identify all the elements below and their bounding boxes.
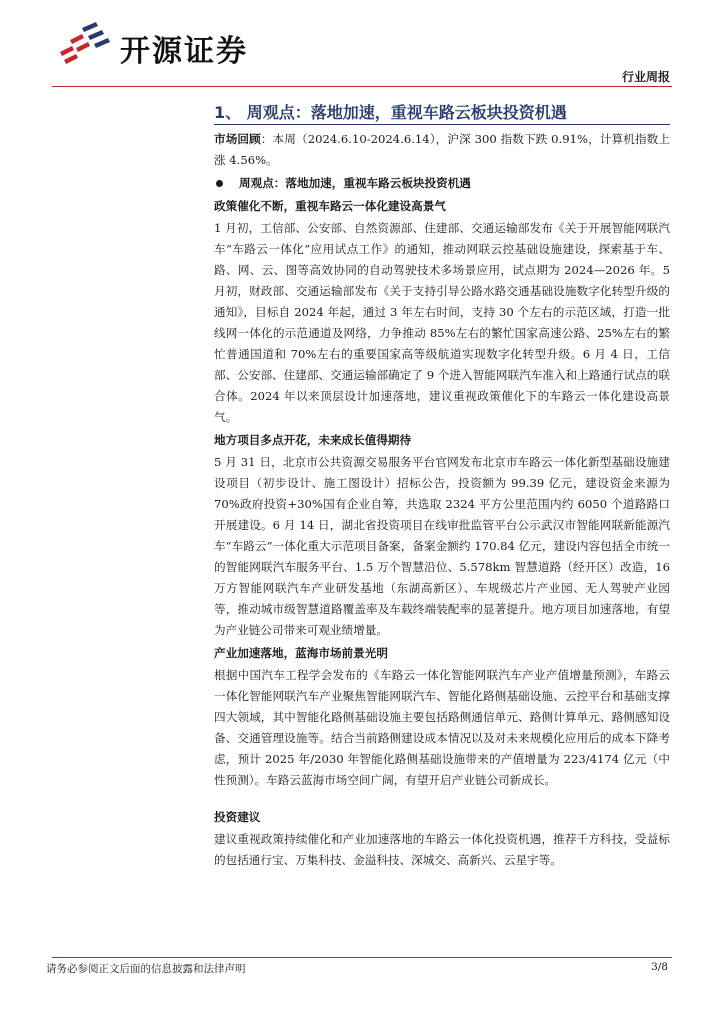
subheading-industry: 产业加速落地，蓝海市场前景光明	[214, 646, 388, 660]
logo-mark-icon	[56, 22, 114, 66]
subheading-investment-advice: 投资建议	[214, 810, 261, 824]
header-divider	[52, 86, 672, 87]
page-header	[0, 0, 724, 95]
market-review-paragraph	[214, 129, 670, 171]
paragraph-industry: 根据中国汽车工程学会发布的《车路云一体化智能网联汽车产业产值增量预测》，车路云一体化智能网联汽车产业聚焦智能网联汽车、智能化路侧基础设施、云控平台和基础支撑四大领域，其中智能化路侧基础设施主要包括路侧通信单元、路侧计算单元、路侧感知设备、交通管理设施等。结合当前路侧建设成本情况以及对未来规模化应用后的成本下降考虑，预计 2025 年/2030 年智能化路侧基础设施带来的产值增量为 223/4174 亿元（中性预测）。车路云蓝海市场空间广阔，有望开启产业链公司新成长。	[214, 668, 670, 787]
company-logo	[56, 22, 286, 69]
report-type-label: 行业周报	[621, 70, 670, 84]
subheading-local-projects: 地方项目多点开花，未来成长值得期待	[214, 433, 412, 447]
market-review-label: 市场回顾	[214, 132, 261, 146]
subheading-policy: 政策催化不断，重视车路云一体化建设高景气	[214, 199, 446, 213]
logo-text: 开源证券	[120, 34, 248, 69]
footer-divider	[52, 957, 672, 958]
paragraph-local-projects: 5 月 31 日，北京市公共资源交易服务平台官网发布北京市车路云一体化新型基础设施建设项目（初步设计、施工图设计）招标公告，投资额为 99.39 亿元，建设资金来源为 70%政府投资+30%国有企业自筹，共选取 2324 平方公里范围内约 6050 个道路路口开展建设。6 月 14 日，湖北省投资项目在线审批监管平台公示武汉市智能网联新能源汽车“车路云”一体化重大示范项目备案，备案金额约 170.84 亿元，建设内容包括全市统一的智能网联汽车服务平台、1.5 万个智慧沿位、5.578km 智慧道路（经开区）改造，16 万方智能网联汽车产业研发基地（东湖高新区）、车规级芯片产业园、无人驾驶产业园等，推动城市级智慧道路覆盖率及车载终端装配率的显著提升。地方项目加速落地，有望为产业链公司带来可观业绩增量。	[214, 455, 670, 637]
bullet-text: 周观点：落地加速，重视车路云板块投资机遇	[239, 176, 471, 190]
paragraph-investment-advice: 建议重视政策持续催化和产业加速落地的车路云一体化投资机遇，推荐千方科技，受益标的包括通行宝、万集科技、金溢科技、深城交、高新兴、云星宇等。	[214, 832, 670, 867]
title-divider	[214, 124, 670, 125]
page-number: 3/8	[651, 961, 668, 973]
bullet-dot-icon	[216, 180, 223, 187]
market-review-text: ：本周（2024.6.10-2024.6.14），沪深 300 指数下跌 0.91%，计算机指数上涨 4.56%。	[214, 132, 670, 167]
weekly-view-bullet	[214, 172, 670, 195]
footer-disclaimer: 请务必参阅正文后面的信息披露和法律声明	[46, 963, 246, 975]
section-title: 1、 周观点：落地加速，重视车路云板块投资机遇	[214, 103, 567, 122]
report-body	[214, 129, 670, 872]
paragraph-policy: 1 月初，工信部、公安部、自然资源部、住建部、交通运输部发布《关于开展智能网联汽车“车路云一体化”应用试点工作》的通知，推动网联云控基础设施建设，探索基于车、路、网、云、图等高效协同的自动驾驶技术多场景应用，试点期为 2024—2026 年。5 月初，财政部、交通运输部发布《关于支持引导公路水路交通基础设施数字化转型升级的通知》，目标自 2024 年起，通过 3 年左右时间，支持 30 个左右的示范区域，打造一批线网一体化的示范通道及网络，力争推动 85%左右的繁忙国家高速公路、25%左右的繁忙普通国道和 70%左右的重要国家高等级航道实现数字化转型升级。6 月 4 日，工信部、公安部、住建部、交通运输部确定了 9 个进入智能网联汽车准入和上路通行试点的联合体。2024 年以来顶层设计加速落地，建议重视政策催化下的车路云一体化建设高景气。	[214, 221, 670, 424]
